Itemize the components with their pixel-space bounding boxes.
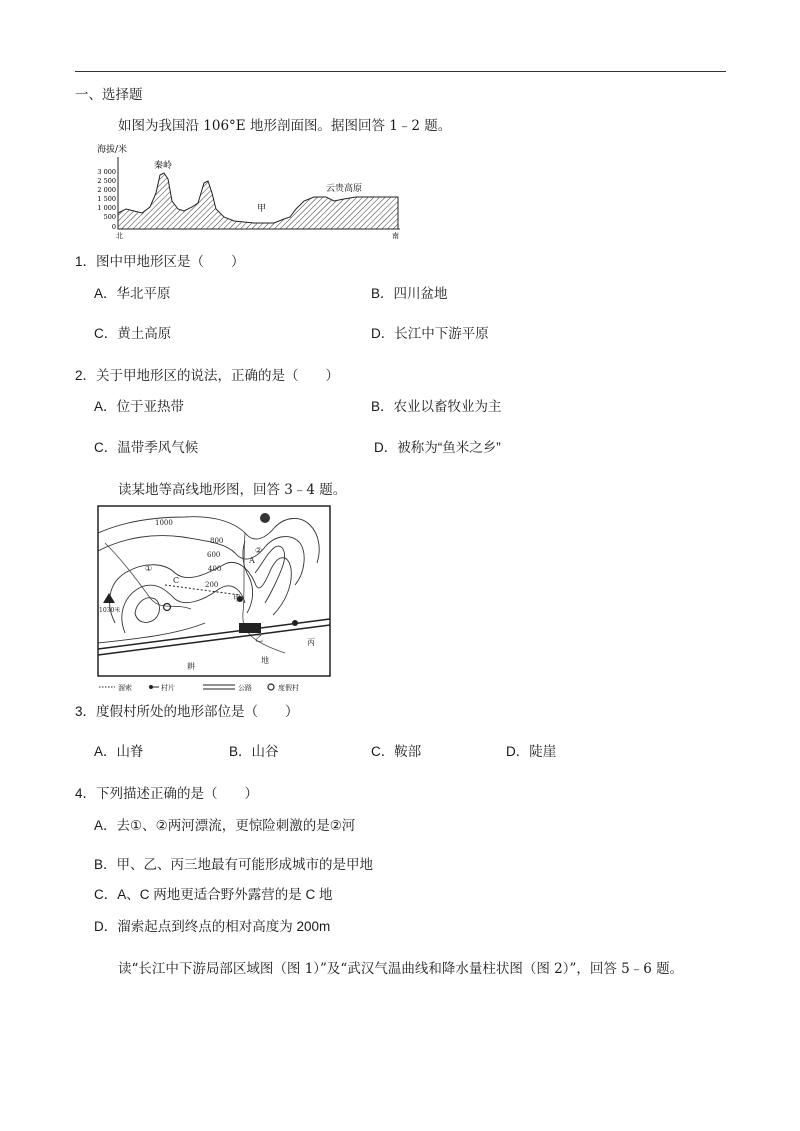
intro-text-2: 读某地等高线地形图，回答 3﹣4 题。 — [118, 482, 347, 498]
q4-stem: 4．下列描述正确的是（ ） — [75, 786, 259, 801]
intro-text-3: 读“长江中下游局部区域图（图 1）”及“武汉气温曲线和降水量柱状图（图 2）”，回答 5﹣6 题。 — [118, 961, 684, 977]
contour-map-figure — [95, 503, 335, 693]
contour-label-400: 400 — [208, 565, 222, 573]
y-tick-1500: 1 500 — [97, 195, 116, 203]
resort-icon — [164, 604, 171, 611]
q3-option-a[interactable]: A．山脊 — [94, 744, 144, 759]
village-block — [239, 623, 261, 633]
mountain-peak-marker — [260, 513, 270, 523]
q3-option-c[interactable]: C．鞍部 — [371, 744, 422, 759]
q1-option-b[interactable]: B．四川盆地 — [371, 286, 448, 301]
q1-option-d[interactable]: D．长江中下游平原 — [371, 326, 489, 341]
q2-option-d[interactable]: D．被称为“鱼米之乡” — [374, 440, 501, 455]
q3-stem: 3．度假村所处的地形部位是（ ） — [75, 704, 299, 719]
contour-label-200: 200 — [205, 581, 219, 589]
q2-option-a[interactable]: A．位于亚热带 — [94, 399, 185, 414]
place-label-bing: 丙 — [307, 638, 315, 647]
contour-label-600: 600 — [207, 551, 221, 559]
place-label-jia: 甲 — [233, 594, 241, 603]
label-south: 南 — [392, 232, 399, 239]
header-rule — [75, 71, 726, 72]
contour-label-1000: 1000 — [155, 519, 173, 527]
terrain-profile-figure — [94, 143, 410, 239]
q1-stem: 1．图中甲地形区是（ ） — [75, 254, 245, 269]
peak-triangle-icon — [103, 593, 115, 603]
q4-option-c[interactable]: C．A、C 两地更适合野外露营的是 C 地 — [94, 887, 333, 902]
contour-label-800: 800 — [210, 537, 224, 545]
map-legend — [99, 683, 299, 692]
q1-option-c[interactable]: C．黄土高原 — [94, 326, 172, 341]
q2-option-c[interactable]: C．温带季风气候 — [94, 440, 199, 455]
q4-option-d[interactable]: D．溜索起点到终点的相对高度为 200m — [94, 919, 331, 934]
legend-resort: 度假村 — [278, 684, 299, 692]
q3-option-b[interactable]: B．山谷 — [229, 744, 279, 759]
label-jia: 甲 — [257, 204, 267, 214]
label-qinling: 秦岭 — [154, 161, 173, 171]
peak-elevation-label: 1030米 — [99, 607, 121, 614]
q2-stem: 2．关于甲地形区的说法，正确的是（ ） — [75, 368, 340, 383]
y-axis-title: 海拔/米 — [97, 145, 128, 155]
section-title: 一、选择题 — [75, 87, 143, 103]
village-dot-bing — [292, 620, 298, 626]
terrain-profile-shape — [118, 173, 398, 229]
q1-option-a[interactable]: A．华北平原 — [94, 286, 171, 301]
y-tick-1000: 1 000 — [97, 204, 116, 212]
q3-option-d[interactable]: D．陡崖 — [506, 744, 557, 759]
y-tick-3000: 3 000 — [97, 168, 116, 176]
y-tick-2000: 2 000 — [97, 186, 116, 194]
q4-option-a[interactable]: A．去①、②两河漂流，更惊险刺激的是②河 — [94, 818, 356, 833]
point-label-a: A — [249, 556, 255, 565]
place-label-yi: 乙 — [255, 634, 263, 643]
label-yungui-plateau: 云贵高原 — [326, 184, 363, 194]
river-label-2: ② — [255, 546, 263, 555]
farmland-label-geng: 耕 — [187, 662, 195, 671]
legend-road: 公路 — [238, 684, 252, 692]
legend-village: 村片 — [161, 684, 175, 692]
legend-cableway: 溜索 — [118, 684, 132, 692]
intro-text-1: 如图为我国沿 106°E 地形剖面图。据图回答 1﹣2 题。 — [118, 118, 452, 134]
y-tick-500: 500 — [103, 213, 116, 221]
q2-option-b[interactable]: B．农业以畜牧业为主 — [371, 399, 502, 414]
farmland-label-di: 地 — [261, 656, 269, 665]
y-tick-0: 0 — [111, 223, 116, 231]
label-north: 北 — [116, 232, 123, 239]
point-label-c: C — [173, 576, 180, 585]
river-label-1: ① — [145, 564, 153, 573]
q4-option-b[interactable]: B．甲、乙、丙三地最有可能形成城市的是甲地 — [94, 857, 374, 872]
y-tick-2500: 2 500 — [97, 177, 116, 185]
cableway-line — [165, 585, 240, 595]
